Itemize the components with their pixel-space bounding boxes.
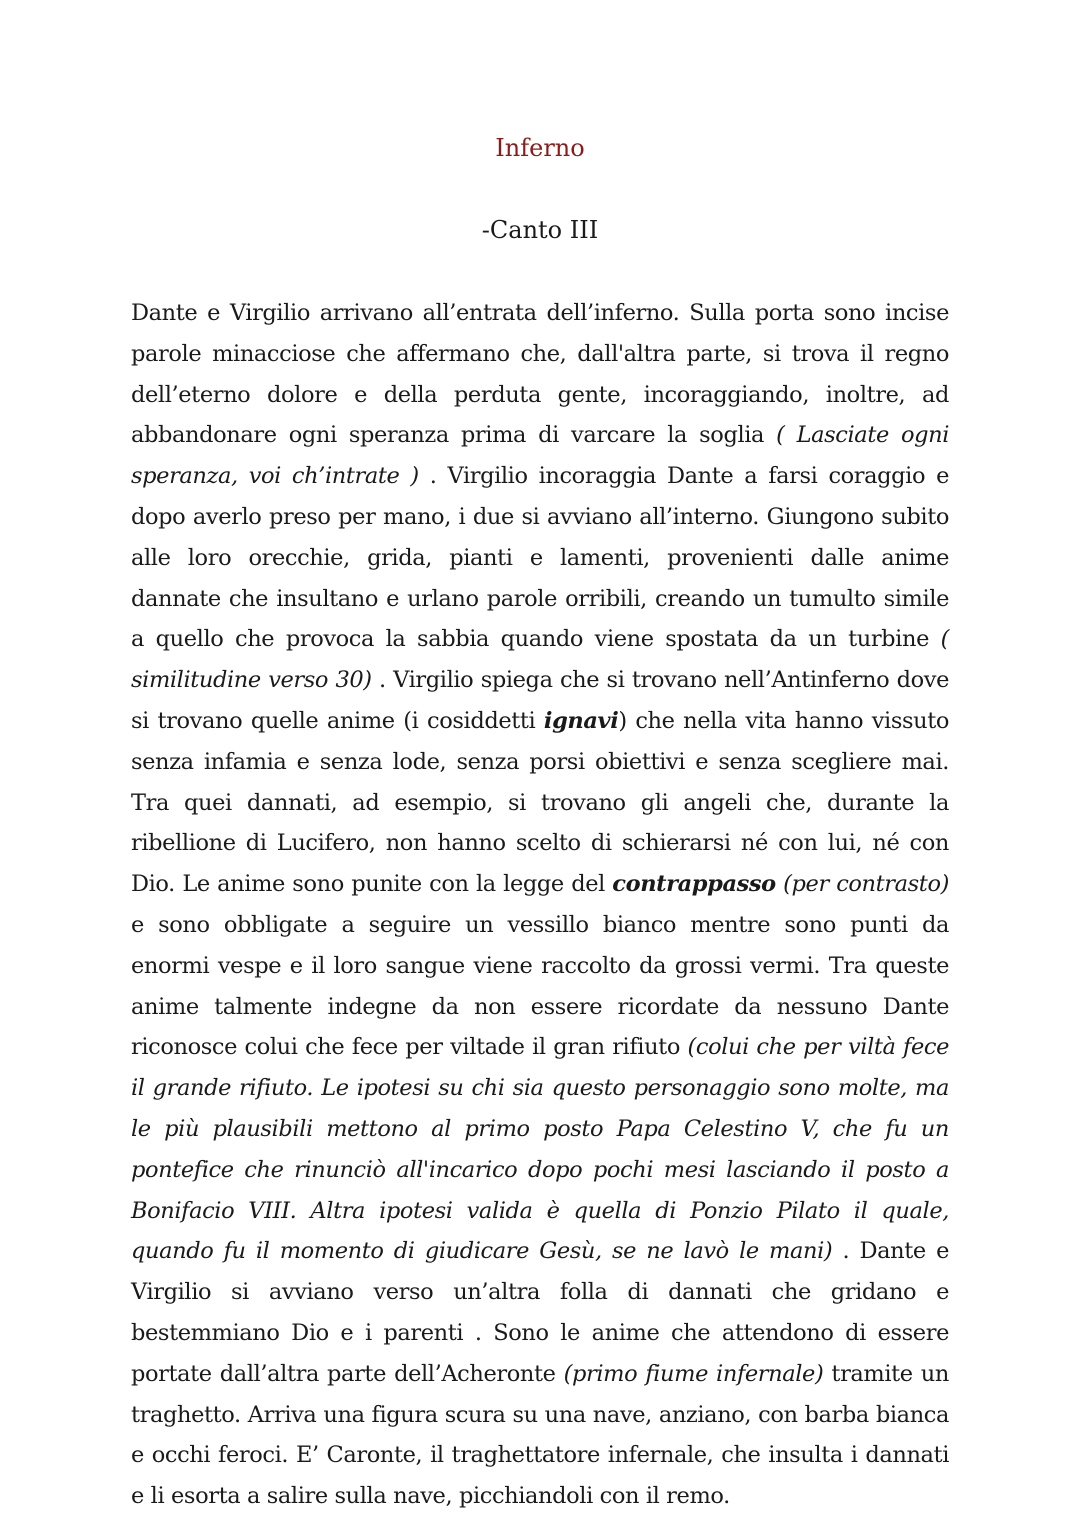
italic-note: (colui che per viltà fece il grande rifiuto. Le ipotesi su chi sia questo personaggio sono molte, ma le più plausibili mettono al primo posto Papa Celestino V, che fu un pontefice che rinunciò all'incarico dopo pochi mesi lasciando il posto a Bonifacio VIII. Altra ipotesi valida è quella di Ponzio Pilato il quale, quando fu il momento di giudicare Gesù, se ne lavò le mani) xyxy=(131,1034,950,1265)
paragraph-text xyxy=(131,293,949,1517)
italic-note: ( similitudine verso 30) xyxy=(131,626,949,694)
text-run: Dante e Virgilio arrivano all’entrata dell’inferno. Sulla porta sono incise parole minacciose che affermano che, dall'altra parte, si trova il regno dell’eterno dolore e della perduta gente, incoraggiando, inoltre, ad abbandonare ogni speranza prima di varcare la soglia xyxy=(131,300,949,449)
text-run: . Virgilio incoraggia Dante a farsi coraggio e dopo averlo preso per mano, i due si avviano all’interno. Giungono subito alle loro orecchie, grida, pianti e lamenti, provenienti dalle anime dannate che insultano e urlano parole orribili, creando un tumulto simile a quello che provoca la sabbia quando viene spostata da un turbine xyxy=(131,463,949,653)
body-paragraph xyxy=(131,293,949,1517)
text-run: . Virgilio spiega che si trovano nell’Antinferno dove si trovano quelle anime (i cosiddetti xyxy=(131,667,949,734)
italic-note: (per contrasto) xyxy=(783,871,949,898)
bold-term-ignavi: ignavi xyxy=(543,707,619,734)
bold-term-contrappasso: contrappasso xyxy=(612,871,776,898)
text-run: ) che nella vita hanno vissuto senza infamia e senza lode, senza porsi obiettivi e senza scegliere mai. Tra quei dannati, ad esempio, si trovano gli angeli che, durante la ribellione di Lucifero, non hanno scelto di schierarsi né con lui, né con Dio. Le anime sono punite con la legge del xyxy=(131,707,949,898)
canto-subtitle: -Canto III xyxy=(481,216,599,244)
text-run: . Dante e Virgilio si avviano verso un’altra folla di dannati che gridano e bestemmiano Dio e i parenti . Sono le anime che attendono di essere portate dall’altra parte dell’Acheronte xyxy=(131,1238,949,1387)
italic-note: (primo fiume infernale) xyxy=(563,1360,824,1387)
italic-quote: ( Lasciate ogni speranza, voi ch’intrate ) xyxy=(131,422,949,490)
text-run: e sono obbligate a seguire un vessillo bianco mentre sono punti da enormi vespe e il loro sangue viene raccolto da grossi vermi. Tra queste anime talmente indegne da non essere ricordate da nessuno Dante riconosce colui che fece per viltade il gran rifiuto xyxy=(131,911,949,1061)
text-run: tramite un traghetto. Arriva una figura scura su una nave, anziano, con barba bianca e occhi feroci. E’ Caronte, il traghettatore infernale, che insulta i dannati e li esorta a salire sulla nave, picchiandoli con il remo. xyxy=(131,1360,949,1510)
document-title: Inferno xyxy=(495,134,585,162)
